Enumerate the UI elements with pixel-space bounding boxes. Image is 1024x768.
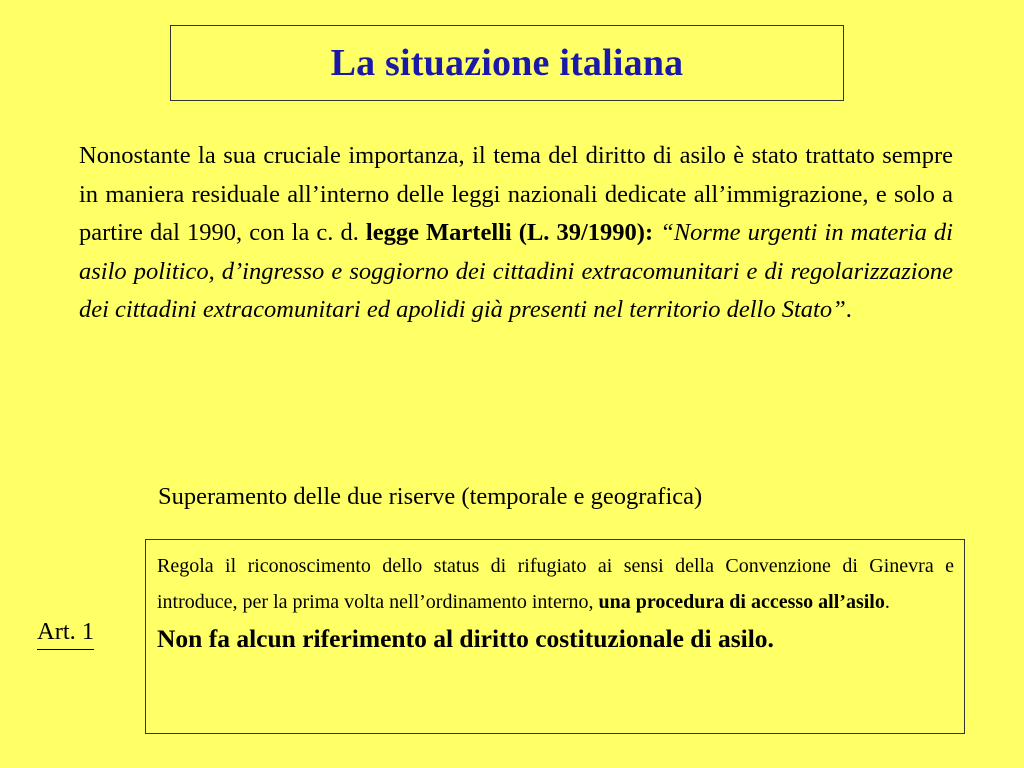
law-name: legge Martelli (L. 39/1990): xyxy=(365,219,654,247)
article-note: Non fa alcun riferimento al diritto costituzionale di asilo. xyxy=(157,624,774,653)
article-label: Art. 1 xyxy=(37,615,94,650)
quote-end: . xyxy=(845,296,852,324)
article-description xyxy=(157,548,954,620)
intro-paragraph xyxy=(79,137,953,330)
law-title-quote: “Norme urgenti in materia di asilo politico, d’ingresso e soggiorno dei cittadini extracomunitari e di regolarizzazione dei cittadini extracomunitari ed apolidi già presenti nel territorio dello Stato” xyxy=(79,219,953,324)
title-box xyxy=(170,25,844,101)
superamento-text: Superamento delle due riserve (temporale e geografica) xyxy=(158,483,703,510)
slide-title: La situazione italiana xyxy=(330,42,684,84)
article-box xyxy=(145,539,965,734)
article-text: Regola il riconoscimento dello status di rifugiato ai sensi della Convenzione di Ginevra e introduce, per la prima volta nell’ordinamento interno, xyxy=(157,555,954,613)
article-procedure: una procedura di accesso all’asilo xyxy=(598,591,885,613)
intro-text: Nonostante la sua cruciale importanza, il tema del diritto di asilo è stato trattato sempre in maniera residuale all’interno delle leggi nazionali dedicate all’immigrazione, e solo a partire dal 1990, con la c. d. xyxy=(79,142,953,247)
article-text-end: . xyxy=(884,591,890,613)
